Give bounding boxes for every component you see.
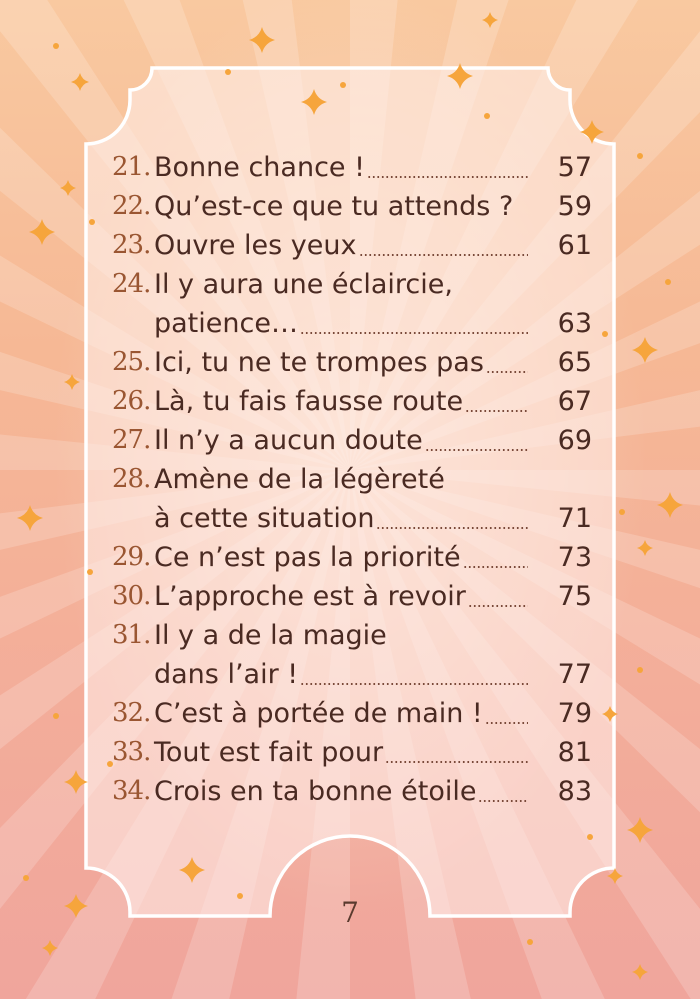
toc-entry xyxy=(112,265,592,343)
sparkle-dot xyxy=(53,43,59,49)
four-point-star-icon xyxy=(580,120,604,144)
toc-entry-number: 31. xyxy=(112,620,151,650)
dot-leader xyxy=(463,566,528,568)
toc-entry-page: 75 xyxy=(557,581,592,612)
four-point-star-icon xyxy=(602,706,618,722)
sparkle-dot xyxy=(23,875,29,881)
toc-entry-title: Qu’est-ce que tu attends ? xyxy=(154,191,514,222)
toc-entry xyxy=(112,382,592,421)
toc-entry xyxy=(112,733,592,772)
toc-entry-page: 77 xyxy=(557,659,592,690)
toc-entry-title: Il n’y a aucun doute xyxy=(154,425,423,456)
toc-entry xyxy=(112,616,592,694)
toc-entry-page: 81 xyxy=(557,737,592,768)
four-point-star-icon xyxy=(71,73,89,91)
four-point-star-icon xyxy=(60,180,76,196)
sparkle-dot xyxy=(484,113,490,119)
four-point-star-icon xyxy=(482,12,498,28)
toc-entry-number: 33. xyxy=(112,737,151,767)
toc-entry xyxy=(112,343,592,382)
toc-entry xyxy=(112,577,592,616)
sparkle-dot xyxy=(89,219,95,225)
sparkle-dot xyxy=(53,713,59,719)
toc-entry-page: 63 xyxy=(557,308,592,339)
four-point-star-icon xyxy=(447,63,473,89)
toc-entry-page: 67 xyxy=(557,386,592,417)
dot-leader xyxy=(300,683,528,685)
toc-entry-title: L’approche est à revoir xyxy=(154,581,466,612)
toc-entry-title: Il y aura une éclaircie, xyxy=(154,269,453,300)
toc-entry-title: dans l’air ! xyxy=(154,659,299,690)
four-point-star-icon xyxy=(632,964,648,980)
toc-entry-page: 83 xyxy=(557,776,592,807)
dot-leader xyxy=(376,527,528,529)
sparkle-dot xyxy=(637,667,643,673)
dot-leader xyxy=(425,449,528,451)
toc-entry-title: patience… xyxy=(154,308,298,339)
four-point-star-icon xyxy=(179,857,205,883)
toc-entry-number: 24. xyxy=(112,269,151,299)
four-point-star-icon xyxy=(17,505,43,531)
toc-entry-page: 79 xyxy=(557,698,592,729)
toc-entry-number: 22. xyxy=(112,191,151,221)
four-point-star-icon xyxy=(637,540,653,556)
toc-entry-title: Tout est fait pour xyxy=(154,737,384,768)
four-point-star-icon xyxy=(607,868,623,884)
dot-leader xyxy=(486,371,528,373)
page-number: 7 xyxy=(341,896,359,929)
toc-entry-number: 30. xyxy=(112,581,151,611)
sparkle-dot xyxy=(87,569,93,575)
toc-entry-page: 73 xyxy=(557,542,592,573)
sparkle-dot xyxy=(587,834,593,840)
toc-entry-page: 65 xyxy=(557,347,592,378)
toc-entry-number: 27. xyxy=(112,425,151,455)
toc-entry-page: 61 xyxy=(557,230,592,261)
toc-entry-page: 71 xyxy=(557,503,592,534)
sparkle-dot xyxy=(340,82,346,88)
dot-leader xyxy=(359,254,529,256)
toc-entry-number: 23. xyxy=(112,230,151,260)
toc-entry-title: Ouvre les yeux xyxy=(154,230,357,261)
toc-entry-number: 34. xyxy=(112,776,151,806)
toc-entry xyxy=(112,772,592,811)
dot-leader xyxy=(468,605,528,607)
toc-entry-title: Amène de la légèreté xyxy=(154,464,445,495)
four-point-star-icon xyxy=(42,940,58,956)
sparkle-dot xyxy=(602,331,608,337)
dot-leader xyxy=(385,761,528,763)
four-point-star-icon xyxy=(301,89,327,115)
toc-entry-title: Là, tu fais fausse route xyxy=(154,386,464,417)
toc-entry-number: 32. xyxy=(112,698,151,728)
toc-entry-page: 57 xyxy=(557,152,592,183)
sparkle-dot xyxy=(225,69,231,75)
four-point-star-icon xyxy=(632,337,658,363)
dot-leader xyxy=(300,332,528,334)
toc-entry-title: Ce n’est pas la priorité xyxy=(154,542,461,573)
toc-entry-number: 28. xyxy=(112,464,151,494)
dot-leader xyxy=(465,410,528,412)
toc-entry-title: Ici, tu ne te trompes pas xyxy=(154,347,484,378)
toc-entry-title: Crois en ta bonne étoile xyxy=(154,776,477,807)
toc-entry-title: C’est à portée de main ! xyxy=(154,698,483,729)
toc-entry-page: 69 xyxy=(557,425,592,456)
toc-entry-title: à cette situation xyxy=(154,503,375,534)
toc-entry xyxy=(112,421,592,460)
toc-entry-title: Bonne chance ! xyxy=(154,152,365,183)
four-point-star-icon xyxy=(29,219,55,245)
toc-entry xyxy=(112,538,592,577)
sparkle-dot xyxy=(527,939,533,945)
toc-entry-page: 59 xyxy=(557,191,592,222)
four-point-star-icon xyxy=(657,492,683,518)
four-point-star-icon xyxy=(64,770,88,794)
toc-entry xyxy=(112,148,592,187)
sparkle-dot xyxy=(637,153,643,159)
toc-entry xyxy=(112,694,592,733)
toc-entry xyxy=(112,187,592,226)
toc-entry-number: 29. xyxy=(112,542,151,572)
dot-leader xyxy=(485,722,528,724)
four-point-star-icon xyxy=(627,817,653,843)
toc-entry xyxy=(112,460,592,538)
sparkle-dot xyxy=(619,509,625,515)
sparkle-dot xyxy=(665,279,671,285)
table-of-contents xyxy=(112,148,592,811)
dot-leader xyxy=(367,176,528,178)
dot-leader xyxy=(478,800,528,802)
toc-entry-number: 25. xyxy=(112,347,151,377)
toc-entry-number: 21. xyxy=(112,152,151,182)
toc-entry xyxy=(112,226,592,265)
four-point-star-icon xyxy=(64,374,80,390)
toc-entry-number: 26. xyxy=(112,386,151,416)
four-point-star-icon xyxy=(249,27,275,53)
toc-entry-title: Il y a de la magie xyxy=(154,620,387,651)
